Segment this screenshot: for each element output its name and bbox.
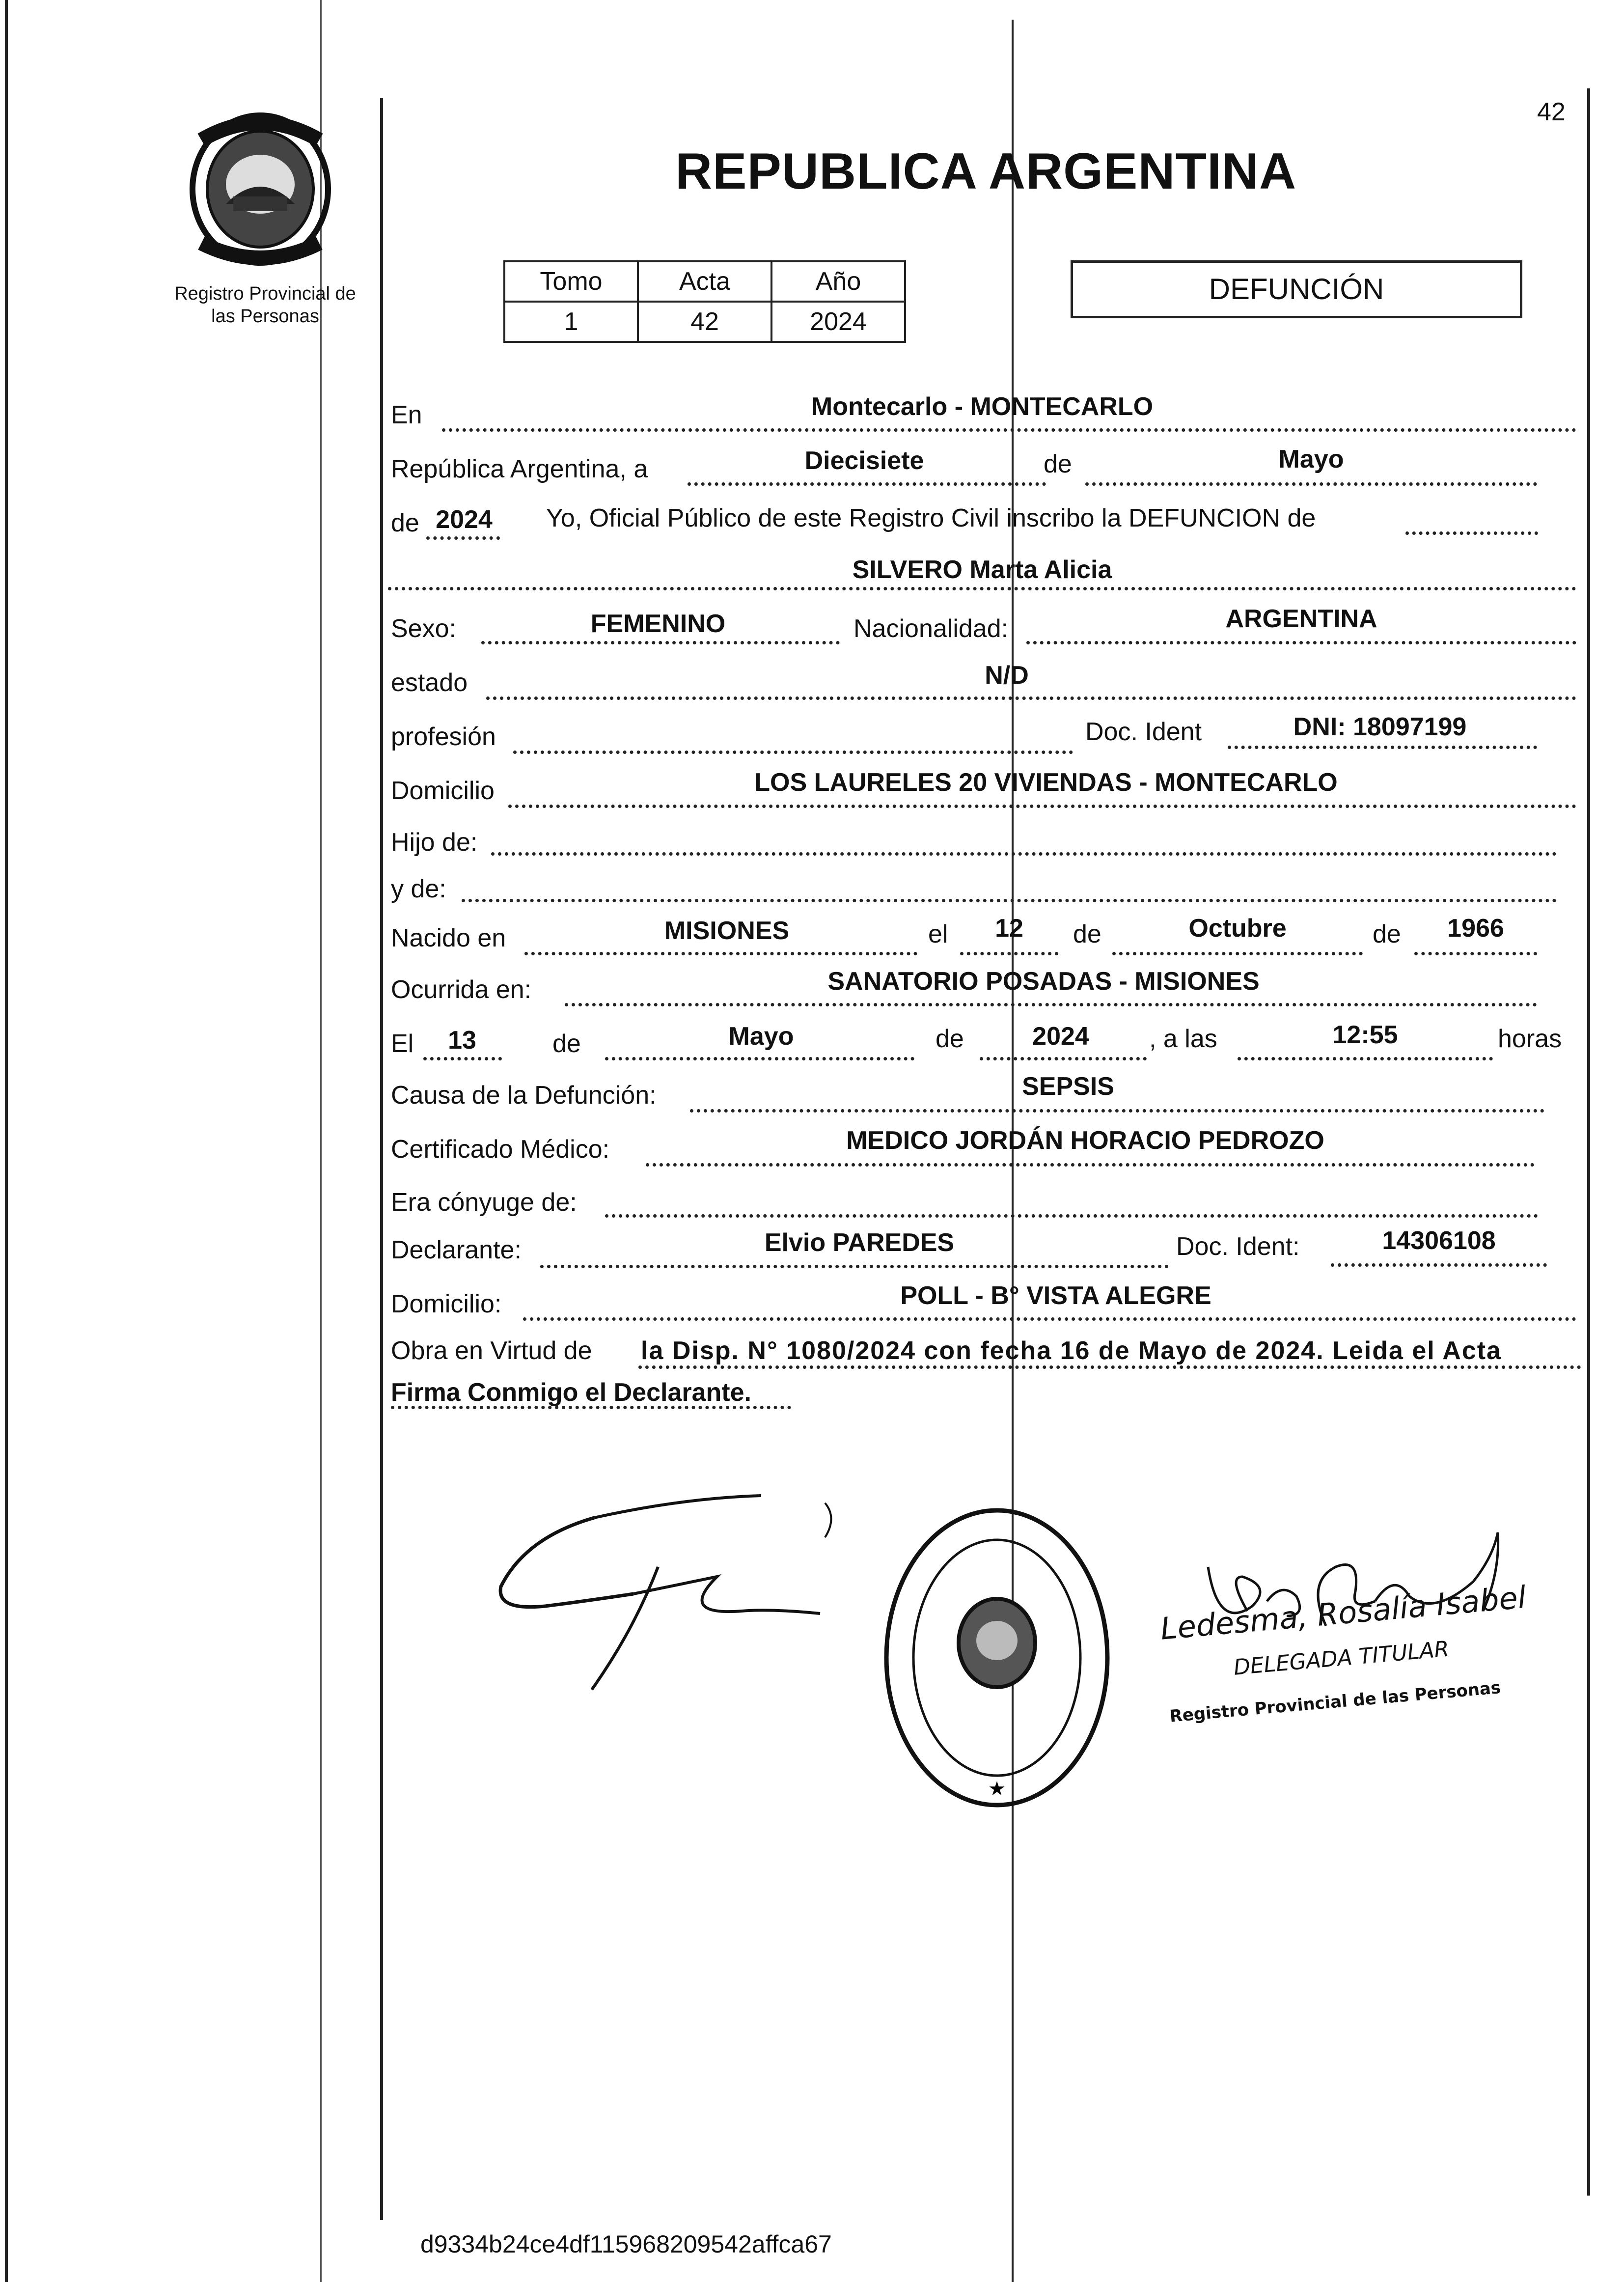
dotted-line: [388, 587, 1576, 590]
registry-header-acta: Acta: [638, 261, 771, 302]
dotted-line: [980, 1057, 1147, 1060]
nacionalidad-label: Nacionalidad:: [853, 614, 1009, 643]
dotted-line: [688, 482, 1046, 486]
registry-header-anio: Año: [771, 261, 905, 302]
official-role: DELEGADA TITULAR: [1233, 1636, 1451, 1680]
de-label: de: [1073, 920, 1101, 948]
nac-dia-field: 12: [995, 914, 1023, 943]
official-name: Ledesma, Rosalía Isabel: [1159, 1579, 1528, 1647]
hijo-de-label: Hijo de:: [391, 828, 478, 857]
de-label: de: [391, 509, 419, 537]
dotted-line: [486, 696, 1576, 700]
sexo-field: FEMENINO: [590, 610, 726, 638]
dotted-line: [1405, 531, 1538, 535]
lugar-field: Montecarlo - MONTECARLO: [811, 392, 1154, 421]
dotted-line: [1331, 1263, 1547, 1267]
dotted-line: [605, 1057, 914, 1060]
form-right-border: [1587, 88, 1590, 2196]
domicilio2-label: Domicilio:: [391, 1290, 502, 1318]
dotted-line: [1112, 952, 1363, 955]
dotted-line: [524, 952, 917, 955]
dotted-line: [1414, 952, 1537, 955]
republica-label: República Argentina, a: [391, 455, 648, 483]
sexo-label: Sexo:: [391, 614, 456, 643]
dotted-line: [508, 805, 1576, 808]
mes-field: Mayo: [1278, 445, 1344, 473]
dotted-line: [960, 952, 1058, 955]
certificado-field: MEDICO JORDÁN HORACIO PEDROZO: [846, 1126, 1324, 1155]
a-las-label: , a las: [1149, 1025, 1217, 1053]
official-org: Registro Provincial de las Personas: [1169, 1678, 1502, 1726]
declarante-field: Elvio PAREDES: [764, 1228, 955, 1257]
act-type-box: DEFUNCIÓN: [1071, 260, 1522, 318]
nacido-en-label: Nacido en: [391, 924, 506, 952]
hora-field: 12:55: [1332, 1021, 1398, 1049]
dotted-line: [1228, 746, 1537, 749]
dotted-line: [638, 1365, 1581, 1369]
fallecido-field: SILVERO Marta Alicia: [852, 556, 1112, 584]
causa-field: SEPSIS: [1022, 1072, 1114, 1101]
conyuge-label: Era cónyuge de:: [391, 1188, 577, 1217]
nac-mes-field: Octubre: [1188, 914, 1287, 943]
dotted-line: [1238, 1057, 1493, 1060]
province-seal-logo: [187, 111, 334, 268]
de-label: de: [936, 1025, 964, 1053]
horas-label: horas: [1498, 1025, 1562, 1053]
obra-line2: Firma Conmigo el Declarante.: [391, 1378, 751, 1407]
doc-ident2-field: 14306108: [1382, 1226, 1496, 1255]
dotted-line: [391, 1406, 791, 1409]
registry-value-acta: 42: [638, 302, 771, 342]
estado-label: estado: [391, 668, 468, 697]
doc-ident2-label: Doc. Ident:: [1176, 1232, 1300, 1261]
de-label: de: [552, 1030, 581, 1058]
de-label: de: [1044, 450, 1072, 478]
dotted-line: [481, 641, 840, 644]
dotted-line: [690, 1109, 1544, 1113]
dotted-line: [1026, 641, 1576, 644]
document-title: REPUBLICA ARGENTINA: [675, 143, 1297, 200]
causa-label: Causa de la Defunción:: [391, 1081, 657, 1110]
domicilio-label: Domicilio: [391, 777, 495, 805]
de-label: de: [1373, 920, 1401, 948]
logo-caption: Registro Provincial de las Personas: [174, 283, 356, 327]
def-anio-field: 2024: [1032, 1022, 1089, 1051]
binding-line: [320, 0, 322, 2282]
def-mes-field: Mayo: [728, 1022, 794, 1051]
el-label: el: [928, 920, 948, 948]
dotted-line: [426, 536, 500, 540]
document-hash: d9334b24ce4df115968209542affca67: [420, 2230, 832, 2258]
dotted-line: [1085, 482, 1537, 486]
dotted-line: [646, 1163, 1535, 1167]
certificado-label: Certificado Médico:: [391, 1135, 610, 1164]
profesion-label: profesión: [391, 723, 496, 751]
doc-ident-label: Doc. Ident: [1085, 718, 1202, 746]
dotted-line: [523, 1317, 1576, 1321]
dotted-line: [442, 428, 1576, 432]
ocurrida-en-label: Ocurrida en:: [391, 975, 532, 1004]
registry-value-anio: 2024: [771, 302, 905, 342]
registry-value-tomo: 1: [504, 302, 638, 342]
declarant-signature: [486, 1483, 859, 1704]
obra-line1: la Disp. N° 1080/2024 con fecha 16 de Mayo de 2024. Leida el Acta: [641, 1336, 1502, 1365]
dotted-line: [605, 1214, 1538, 1218]
estado-field: N/D: [985, 661, 1029, 690]
dotted-line: [423, 1057, 502, 1060]
y-de-label: y de:: [391, 875, 446, 903]
dotted-line: [491, 852, 1557, 856]
anio-field: 2024: [436, 505, 493, 534]
nac-anio-field: 1966: [1447, 914, 1504, 943]
form-left-border: [380, 98, 383, 2220]
en-label: En: [391, 401, 422, 429]
def-dia-field: 13: [448, 1026, 476, 1055]
registry-header-tomo: Tomo: [504, 261, 638, 302]
official-stamp: [879, 1503, 1115, 1812]
left-margin-line: [5, 0, 8, 2282]
doc-ident-field: DNI: 18097199: [1293, 713, 1467, 741]
dotted-line: [513, 751, 1073, 754]
registry-table: [503, 260, 906, 343]
dotted-line: [462, 899, 1557, 902]
ocurrida-en-field: SANATORIO POSADAS - MISIONES: [827, 967, 1260, 996]
obra-prefix: Obra en Virtud de: [391, 1336, 592, 1365]
el-label: El: [391, 1030, 414, 1058]
svg-text:★: ★: [988, 1778, 1006, 1800]
intro-text: Yo, Oficial Público de este Registro Civil inscribo la DEFUNCION de: [546, 504, 1316, 532]
dia-field: Diecisiete: [804, 446, 924, 475]
dotted-line: [565, 1003, 1537, 1006]
dotted-line: [540, 1265, 1169, 1268]
page-number: 42: [1537, 98, 1566, 126]
nacionalidad-field: ARGENTINA: [1225, 605, 1377, 633]
domicilio2-field: POLL - B° VISTA ALEGRE: [900, 1281, 1211, 1310]
nacido-en-field: MISIONES: [664, 917, 790, 945]
domicilio-field: LOS LAURELES 20 VIVIENDAS - MONTECARLO: [754, 768, 1338, 797]
declarante-label: Declarante:: [391, 1236, 522, 1264]
